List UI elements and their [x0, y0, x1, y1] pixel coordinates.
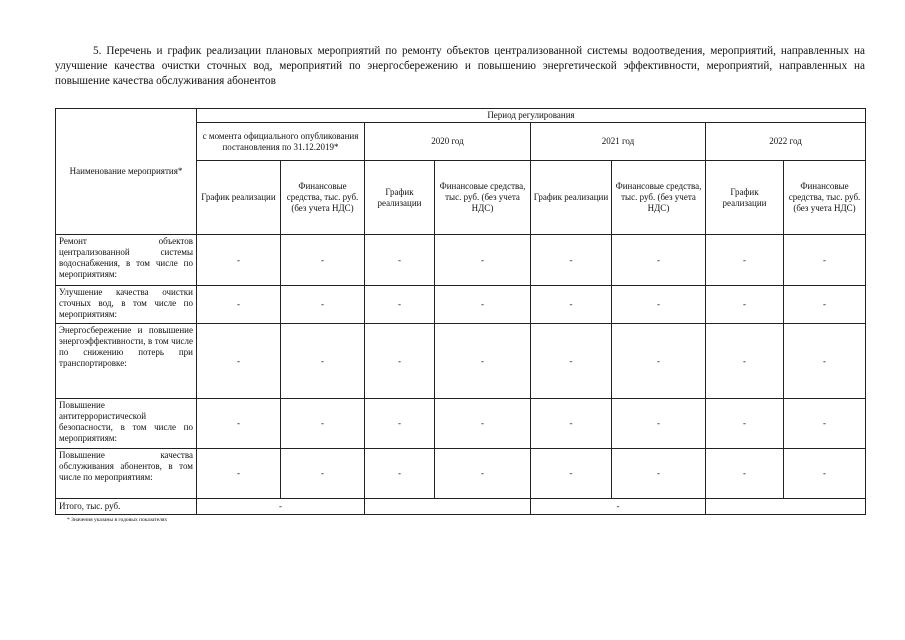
row-name: Энергосбережение и повышение энергоэффективности, в том числе по снижению потерь при транспортировке:	[56, 324, 197, 399]
cell-value: -	[365, 449, 435, 499]
cell-value: -	[531, 399, 612, 449]
cell-value: -	[612, 235, 706, 286]
cell-value: -	[612, 286, 706, 324]
cell-value: -	[435, 324, 531, 399]
table-row	[56, 324, 866, 399]
cell-value: -	[197, 399, 281, 449]
subheader-schedule: График реализации	[531, 161, 612, 235]
cell-value: -	[706, 235, 784, 286]
section-title: 5. Перечень и график реализации плановых мероприятий по ремонту объектов централизованной системы водоотведения, мероприятий, направленных на улучшение качества очистки сточных вод, мероприятий по энергосбережению и повышению энергетической эффективности, мероприятий, направленных на повышение качества обслуживания абонентов	[55, 45, 865, 87]
cell-value: -	[784, 449, 866, 499]
total-value	[365, 499, 531, 515]
cell-value: -	[435, 286, 531, 324]
cell-value: -	[706, 449, 784, 499]
cell-value: -	[612, 399, 706, 449]
cell-value: -	[435, 449, 531, 499]
total-row	[56, 499, 866, 515]
period-header-2020: 2020 год	[365, 123, 531, 161]
cell-value: -	[706, 399, 784, 449]
cell-value: -	[281, 286, 365, 324]
cell-value: -	[281, 235, 365, 286]
name-header: Наименование мероприятия*	[56, 109, 197, 235]
table-row	[56, 399, 866, 449]
row-name: Ремонт объектов централизованной системы водоснабжения, в том числе по мероприятиям:	[56, 235, 197, 286]
cell-value: -	[365, 286, 435, 324]
cell-value: -	[706, 286, 784, 324]
total-value: -	[531, 499, 706, 515]
subheader-schedule: График реализации	[197, 161, 281, 235]
subheader-finance: Финансовые средства, тыс. руб. (без учета НДС)	[784, 161, 866, 235]
subheader-finance: Финансовые средства, тыс. руб. (без учета НДС)	[281, 161, 365, 235]
cell-value: -	[784, 286, 866, 324]
period-header: Период регулирования	[197, 109, 866, 123]
cell-value: -	[197, 235, 281, 286]
cell-value: -	[531, 286, 612, 324]
cell-value: -	[531, 235, 612, 286]
period-header-2021: 2021 год	[531, 123, 706, 161]
table-row	[56, 235, 866, 286]
subheader-finance: Финансовые средства, тыс. руб. (без учета НДС)	[612, 161, 706, 235]
footnote: * Значения указаны в годовых показателях	[67, 517, 168, 523]
total-value	[706, 499, 866, 515]
row-name: Улучшение качества очистки сточных вод, в том числе по мероприятиям:	[56, 286, 197, 324]
table-row	[56, 286, 866, 324]
cell-value: -	[531, 324, 612, 399]
subheader-finance: Финансовые средства, тыс. руб. (без учета НДС)	[435, 161, 531, 235]
cell-value: -	[531, 449, 612, 499]
cell-value: -	[281, 449, 365, 499]
cell-value: -	[706, 324, 784, 399]
table-row	[56, 449, 866, 499]
plan-table	[55, 108, 866, 515]
cell-value: -	[365, 324, 435, 399]
period-header-2019: с момента официального опубликования постановления по 31.12.2019*	[197, 123, 365, 161]
row-name: Повышение качества обслуживания абонентов, в том числе по мероприятиям:	[56, 449, 197, 499]
cell-value: -	[197, 324, 281, 399]
cell-value: -	[612, 449, 706, 499]
cell-value: -	[281, 324, 365, 399]
period-header-2022: 2022 год	[706, 123, 866, 161]
cell-value: -	[435, 399, 531, 449]
cell-value: -	[281, 399, 365, 449]
cell-value: -	[365, 399, 435, 449]
cell-value: -	[197, 286, 281, 324]
cell-value: -	[612, 324, 706, 399]
cell-value: -	[365, 235, 435, 286]
subheader-schedule: График реализации	[706, 161, 784, 235]
cell-value: -	[435, 235, 531, 286]
total-value: -	[197, 499, 365, 515]
total-label: Итого, тыс. руб.	[56, 499, 197, 515]
cell-value: -	[197, 449, 281, 499]
cell-value: -	[784, 399, 866, 449]
row-name: Повышение антитеррористической безопасности, в том числе по мероприятиям:	[56, 399, 197, 449]
cell-value: -	[784, 235, 866, 286]
subheader-schedule: График реализации	[365, 161, 435, 235]
cell-value: -	[784, 324, 866, 399]
